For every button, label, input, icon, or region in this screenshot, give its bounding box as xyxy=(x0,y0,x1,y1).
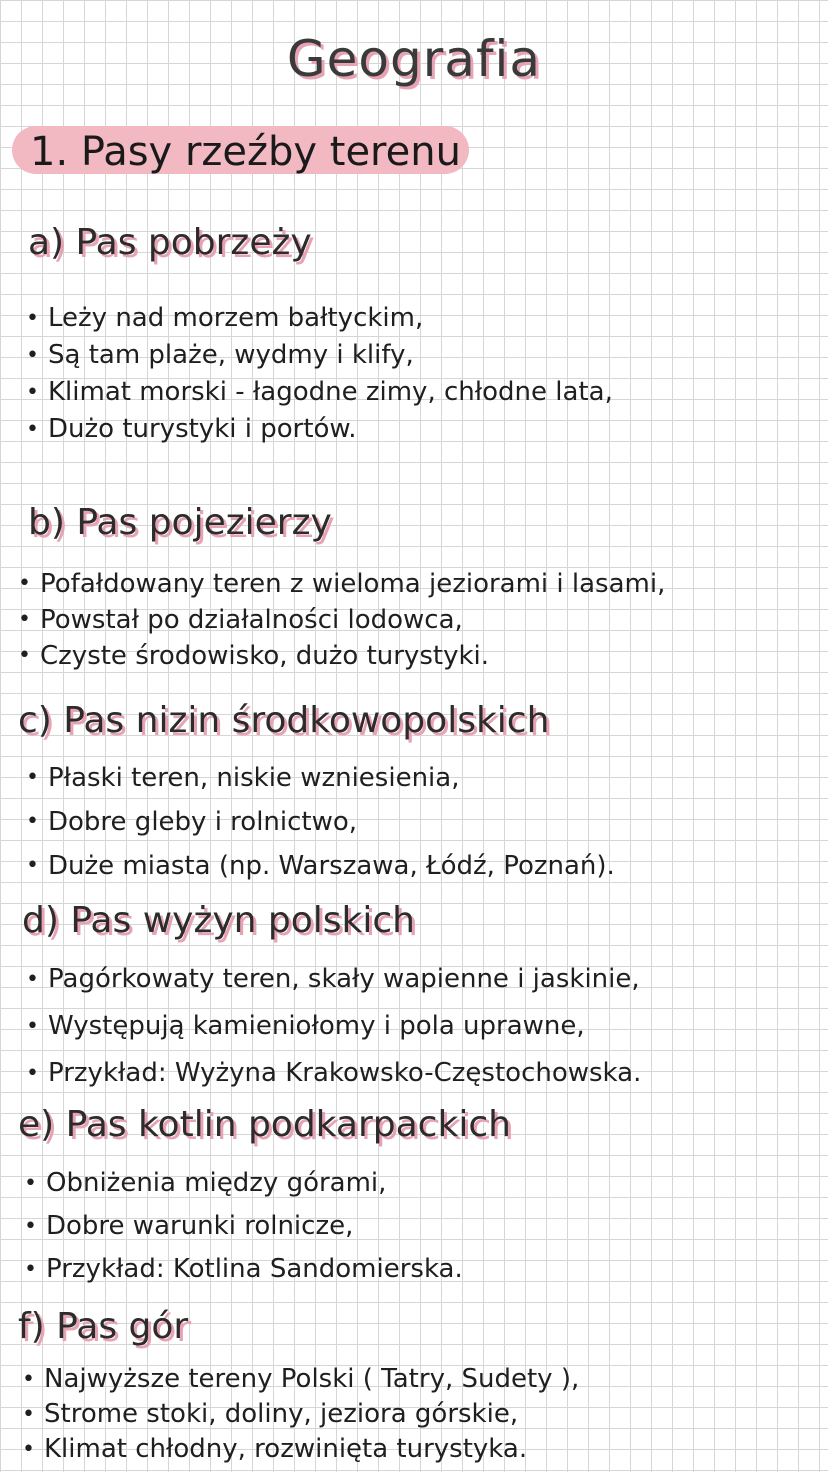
list-item: • Dobre warunki rolnicze, xyxy=(24,1205,463,1248)
section-list-b xyxy=(18,566,665,674)
list-item: • Strome stoki, doliny, jeziora górskie, xyxy=(22,1397,579,1432)
list-item: • Pofałdowany teren z wieloma jeziorami i lasami, xyxy=(18,566,665,602)
list-item: • Pagórkowaty teren, skały wapienne i jaskinie, xyxy=(26,956,641,1003)
section-list-a xyxy=(26,300,613,448)
list-item: • Dużo turystyki i portów. xyxy=(26,411,613,448)
section-list-d xyxy=(26,956,641,1097)
list-item: • Dobre gleby i rolnictwo, xyxy=(26,800,615,844)
section-list-c xyxy=(26,756,615,888)
section-list-f xyxy=(22,1362,579,1467)
list-item: • Czyste środowisko, dużo turystyki. xyxy=(18,638,665,674)
section-heading-b: b) Pas pojezierzy xyxy=(28,502,332,543)
list-item: • Przykład: Kotlina Sandomierska. xyxy=(24,1248,463,1291)
section-heading-e: e) Pas kotlin podkarpackich xyxy=(18,1104,511,1145)
list-item: • Duże miasta (np. Warszawa, Łódź, Poznań). xyxy=(26,844,615,888)
list-item: • Obniżenia między górami, xyxy=(24,1162,463,1205)
list-item: • Płaski teren, niskie wzniesienia, xyxy=(26,756,615,800)
page-title: Geografia xyxy=(286,30,542,88)
list-item: • Najwyższe tereny Polski ( Tatry, Sudety ), xyxy=(22,1362,579,1397)
section-heading-c: c) Pas nizin środkowopolskich xyxy=(18,700,550,741)
list-item: • Klimat chłodny, rozwinięta turystyka. xyxy=(22,1432,579,1467)
main-heading: 1. Pasy rzeźby terenu xyxy=(12,126,469,174)
list-item: • Są tam plaże, wydmy i klify, xyxy=(26,337,613,374)
list-item: • Powstał po działalności lodowca, xyxy=(18,602,665,638)
list-item: • Przykład: Wyżyna Krakowsko-Częstochowska. xyxy=(26,1050,641,1097)
section-heading-d: d) Pas wyżyn polskich xyxy=(22,900,415,941)
section-heading-f: f) Pas gór xyxy=(18,1306,189,1347)
list-item: • Leży nad morzem bałtyckim, xyxy=(26,300,613,337)
section-heading-a: a) Pas pobrzeży xyxy=(28,222,312,263)
list-item: • Występują kamieniołomy i pola uprawne, xyxy=(26,1003,641,1050)
list-item: • Klimat morski - łagodne zimy, chłodne lata, xyxy=(26,374,613,411)
section-list-e xyxy=(24,1162,463,1291)
